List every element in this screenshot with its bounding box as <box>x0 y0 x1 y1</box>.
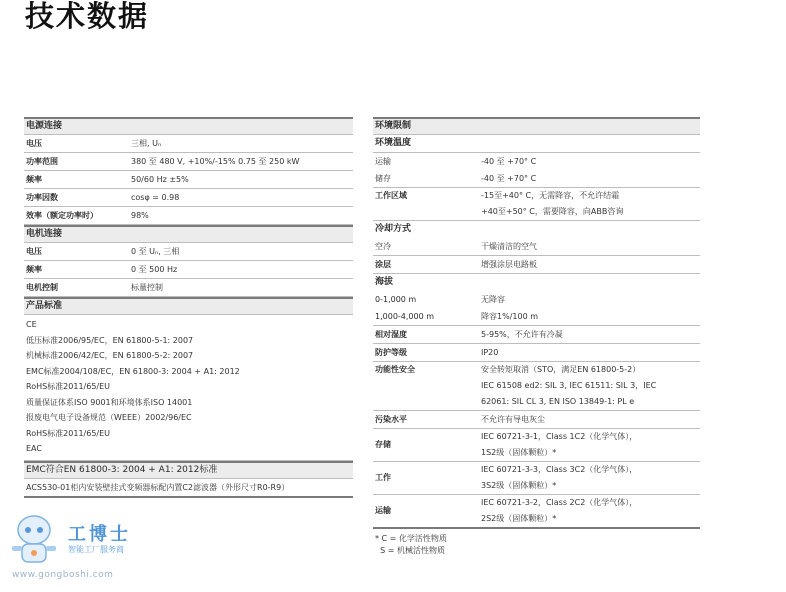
row-value: -40 至 +70° C <box>481 174 537 183</box>
value-line: 62061: SIL CL 3, EN ISO 13849-1: PL e <box>481 397 635 406</box>
list-item: RoHS标准2011/65/EU <box>26 382 111 391</box>
row-value: -40 至 +70° C <box>481 157 537 166</box>
watermark-url: www.gongboshi.com <box>12 570 114 580</box>
section-motor-header: 电机连接 <box>24 225 353 243</box>
power-row-range <box>24 153 353 171</box>
ambient-row-transport <box>373 153 700 170</box>
value-line: 3S2级（固体颗粒）* <box>481 481 557 490</box>
motor-row-frequency <box>24 261 353 279</box>
row-label: 污染水平 <box>375 415 407 424</box>
power-row-frequency <box>24 171 353 189</box>
row-label: 空冷 <box>375 242 391 251</box>
ambient-temperature-header: 环境温度 <box>373 135 700 153</box>
list-item: RoHS标准2011/65/EU <box>26 428 111 438</box>
row-value <box>481 362 700 410</box>
list-item: 质量保证体系ISO 9001和环境体系ISO 14001 <box>26 397 193 407</box>
work-area-row <box>373 188 700 221</box>
right-column <box>373 117 700 557</box>
row-label: 相对湿度 <box>375 330 407 339</box>
transport-row <box>373 495 700 529</box>
section-environment-header: 环境限制 <box>373 117 700 135</box>
page-title: 技术数据 <box>25 0 150 33</box>
power-row-voltage <box>24 135 353 153</box>
value-line: 1S2级（固体颗粒）* <box>481 448 557 457</box>
altitude-header: 海拔 <box>375 277 394 287</box>
row-value <box>481 462 700 494</box>
row-value: 98% <box>131 211 149 220</box>
list-item: CE <box>26 320 37 329</box>
footnote: * C = 化学活性物质 <box>375 534 447 543</box>
row-label: 0-1,000 m <box>375 295 417 304</box>
list-item: 机械标准2006/42/EC，EN 61800-5-2: 2007 <box>26 351 194 360</box>
list-item: EMC标准2004/108/EC，EN 61800-3: 2004 + A1: 2012 <box>26 366 240 376</box>
list-item: 报废电气电子设备规范（WEEE）2002/96/EC <box>26 413 192 422</box>
row-value: 标量控制 <box>131 283 163 292</box>
watermark-brand: 工博士 <box>68 524 131 545</box>
row-value: cosφ = 0.98 <box>131 193 180 202</box>
cooling-row-air <box>373 238 700 256</box>
humidity-row <box>373 326 700 344</box>
row-value: 380 至 480 V, +10%/-15% 0.75 至 250 kW <box>131 157 300 166</box>
row-label: 电压 <box>26 247 42 256</box>
ambient-row-storage <box>373 170 700 188</box>
list-item: 低压标准2006/95/EC，EN 61800-5-1: 2007 <box>26 335 194 345</box>
row-value <box>481 495 700 527</box>
row-label: 频率 <box>26 265 42 274</box>
value-line: IEC 61508 ed2: SIL 3, IEC 61511: SIL 3，IEC <box>481 381 657 390</box>
value-line: IEC 60721-3-3，Class 3C2（化学气体）， <box>481 465 638 474</box>
row-value: 降容1%/100 m <box>481 312 538 321</box>
watermark-slogan: 智能工厂服务商 <box>68 545 124 554</box>
motor-row-control <box>24 279 353 297</box>
safety-row <box>373 362 700 411</box>
row-label: 电机控制 <box>26 283 58 292</box>
row-value: IP20 <box>481 348 499 357</box>
row-label: 频率 <box>26 175 42 184</box>
coating-row <box>373 256 700 274</box>
list-item: EAC <box>26 444 42 453</box>
row-label: 存储 <box>375 440 391 449</box>
row-label: 功能性安全 <box>375 365 415 374</box>
row-value: 不允许有导电灰尘 <box>481 415 545 424</box>
row-value: 干燥清洁的空气 <box>481 242 537 251</box>
altitude-row-high <box>373 308 700 326</box>
row-value <box>481 429 700 461</box>
standards-list <box>24 315 353 461</box>
row-value: 增强涂层电路板 <box>481 260 537 269</box>
row-value: 三相, Uₙ <box>131 139 162 148</box>
row-label: 电压 <box>26 139 42 148</box>
left-column <box>24 117 353 498</box>
footnotes <box>373 533 700 557</box>
row-value: 无降容 <box>481 295 505 304</box>
altitude-row-low <box>373 291 700 308</box>
row-value: 50/60 Hz ±5% <box>131 175 189 184</box>
motor-row-voltage <box>24 243 353 261</box>
row-label: 工作 <box>375 473 391 482</box>
cooling-header: 冷却方式 <box>375 224 412 234</box>
row-label: 运输 <box>375 157 391 166</box>
value-line: 2S2级（固体颗粒）* <box>481 514 557 523</box>
footnote: S = 机械活性物质 <box>375 546 445 555</box>
row-label: 运输 <box>375 506 391 515</box>
row-label: 功率范围 <box>26 157 58 166</box>
row-label: 防护等级 <box>375 348 407 357</box>
value-line: IEC 60721-3-2，Class 2C2（化学气体）， <box>481 498 638 507</box>
value-line: IEC 60721-3-1，Class 1C2（化学气体）， <box>481 432 638 441</box>
power-row-factor <box>24 189 353 207</box>
watermark <box>6 512 166 588</box>
row-label: 工作区域 <box>375 191 407 200</box>
section-standards-header: 产品标准 <box>24 297 353 315</box>
emc-compliance-line: EMC符合EN 61800-3: 2004 + A1: 2012标准 <box>24 461 353 479</box>
power-row-efficiency <box>24 207 353 225</box>
row-label: 功率因数 <box>26 193 58 202</box>
row-label: 1,000-4,000 m <box>375 312 435 321</box>
section-power-header: 电源连接 <box>24 117 353 135</box>
robot-mascot-icon <box>6 512 66 576</box>
row-value: 0 至 Uₙ, 三相 <box>131 247 180 256</box>
row-value: 0 至 500 Hz <box>131 265 178 274</box>
row-value: 5-95%，不允许有冷凝 <box>481 330 563 339</box>
value-line: -15至+40° C，无需降容，不允许结霜 <box>481 191 620 200</box>
protection-row <box>373 344 700 362</box>
operation-row <box>373 462 700 495</box>
row-label: 涂层 <box>375 260 391 269</box>
row-label: 储存 <box>375 174 391 183</box>
value-line: 安全转矩取消（STO，满足EN 61800-5-2） <box>481 365 641 374</box>
storage-row <box>373 429 700 462</box>
value-line: +40至+50° C，需要降容，向ABB咨询 <box>481 207 624 216</box>
row-label: 效率（额定功率时） <box>26 211 98 220</box>
filter-note: ACS530-01柜内安装壁挂式变频器标配内置C2滤波器（外形尺寸R0-R9） <box>24 479 353 498</box>
row-value <box>481 188 700 220</box>
pollution-row <box>373 411 700 429</box>
